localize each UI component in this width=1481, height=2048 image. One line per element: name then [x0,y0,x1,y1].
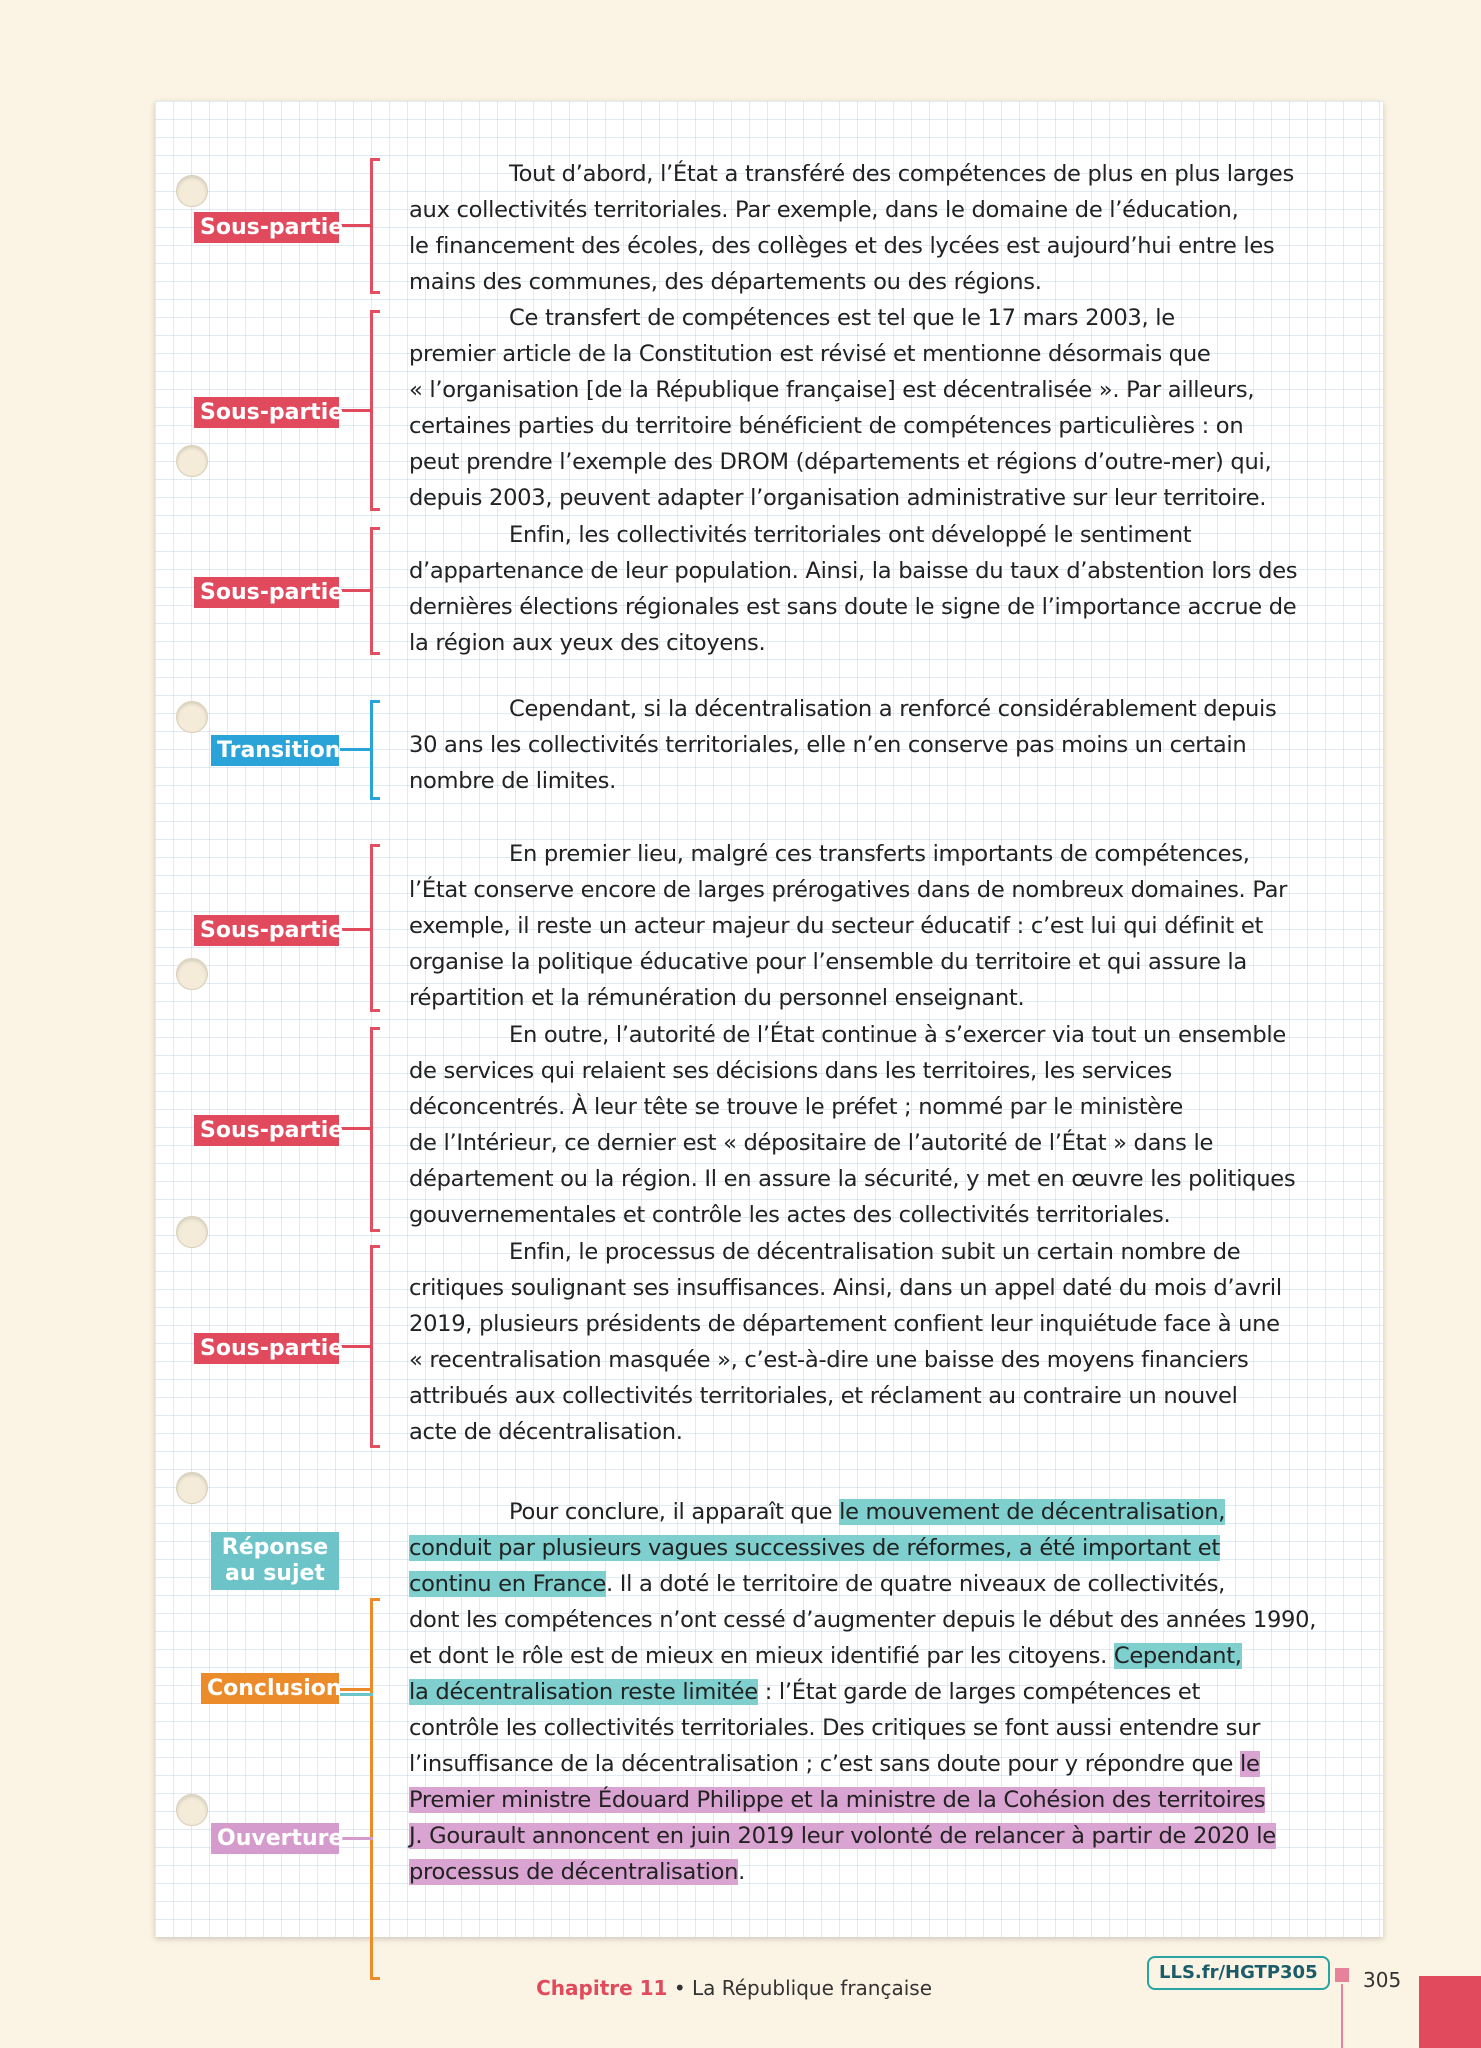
text-line: : l’État garde de larges compétences et [757,1679,1201,1705]
chapter-label: Chapitre 11 [536,1976,668,2000]
label-sous-partie: Sous-partie [194,577,339,608]
text-line: 2019, plusieurs présidents de département confient leur inquiétude face à une [409,1311,1280,1337]
text-line: . Il a doté le territoire de quatre niveaux de collectivités, [605,1571,1225,1597]
highlight-limite: la décentralisation reste limitée [409,1679,758,1705]
text-line: nombre de limites. [409,768,616,794]
text-line: exemple, il reste un acteur majeur du secteur éducatif : c’est lui qui définit et [409,913,1264,939]
bracket-connector [340,928,373,931]
text-line: dont les compétences n’ont cessé d’augmenter depuis le début des années 1990, [409,1607,1317,1633]
text-line: aux collectivités territoriales. Par exemple, dans le domaine de l’éducation, [409,197,1239,223]
text-line: le financement des écoles, des collèges et des lycées est aujourd’hui entre les [409,233,1275,259]
text-line: En outre, l’autorité de l’État continue à s’exercer via tout un ensemble [509,1022,1286,1048]
label-ouverture: Ouverture [211,1823,339,1854]
text-line: Tout d’abord, l’État a transféré des compétences de plus en plus larges [509,161,1294,187]
text-line: Enfin, les collectivités territoriales ont développé le sentiment [509,522,1192,548]
text-line: dernières élections régionales est sans doute le signe de l’importance accrue de [409,594,1297,620]
label-sous-partie: Sous-partie [194,397,339,428]
bracket-connector [340,1345,373,1348]
bracket-connector [340,1693,373,1696]
lls-link[interactable]: LLS.fr/HGTP305 [1147,1956,1330,1990]
footer-separator: • [667,1976,692,2000]
paragraph-sous-partie-5 [409,1017,1481,1233]
label-sous-partie: Sous-partie [194,1333,339,1364]
chapter-tab [1419,1976,1481,2048]
text-line: organise la politique éducative pour l’ensemble du territoire et qui assure la [409,949,1247,975]
footer-marker [1335,1968,1349,1982]
text-line: contrôle les collectivités territoriales. Des critiques se font aussi entendre sur [409,1715,1261,1741]
page-number: 305 [1363,1968,1402,1992]
notebook-sheet [155,101,1383,1937]
paragraph-sous-partie-6 [409,1234,1481,1450]
text-line: et dont le rôle est de mieux en mieux identifié par les citoyens. [409,1643,1114,1669]
text-line: critiques soulignant ses insuffisances. Ainsi, dans un appel daté du mois d’avril [409,1275,1282,1301]
text-line: attribués aux collectivités territoriales, et réclament au contraire un nouvel [409,1383,1238,1409]
bracket-connector [340,589,373,592]
text-line: Cependant, si la décentralisation a renforcé considérablement depuis [509,696,1277,722]
text-line: Enfin, le processus de décentralisation subit un certain nombre de [509,1239,1241,1265]
text-line: premier article de la Constitution est révisé et mentionne désormais que [409,341,1211,367]
highlight-reponse: conduit par plusieurs vagues successives de réformes, a été important et [409,1535,1220,1561]
text-line: la région aux yeux des citoyens. [409,630,766,656]
highlight-reponse: le mouvement de décentralisation, [839,1499,1226,1525]
text-line: mains des communes, des départements ou des régions. [409,269,1042,295]
label-transition: Transition [211,735,339,766]
paragraph-sous-partie-2 [409,300,1481,516]
label-reponse-au-sujet: Réponse au sujet [211,1532,339,1590]
binder-hole [176,1472,208,1504]
paragraph-conclusion [409,1494,1481,1890]
bracket-connector [340,1688,373,1691]
label-sous-partie: Sous-partie [194,915,339,946]
highlight-ouverture: processus de décentralisation [409,1859,739,1885]
bracket-connector [340,224,373,227]
bracket-connector [340,748,373,751]
paragraph-sous-partie-1 [409,156,1481,300]
text-line: déconcentrés. À leur tête se trouve le préfet ; nommé par le ministère [409,1094,1183,1120]
highlight-ouverture: le [1239,1751,1260,1777]
bracket-connector [340,1127,373,1130]
highlight-limite: Cependant, [1113,1643,1242,1669]
text-line: Ce transfert de compétences est tel que le 17 mars 2003, le [509,305,1175,331]
label-sous-partie: Sous-partie [194,1115,339,1146]
text-line: répartition et la rémunération du personnel enseignant. [409,985,1025,1011]
highlight-ouverture: Premier ministre Édouard Philippe et la ministre de la Cohésion des territoires [409,1787,1266,1813]
conclusion-bracket [370,1598,380,1980]
text-line: département ou la région. Il en assure la sécurité, y met en œuvre les politiques [409,1166,1296,1192]
text-line: d’appartenance de leur population. Ainsi, la baisse du taux d’abstention lors des [409,558,1298,584]
label-sous-partie: Sous-partie [194,212,339,243]
paragraph-sous-partie-4 [409,836,1481,1016]
text-line: peut prendre l’exemple des DROM (départements et régions d’outre-mer) qui, [409,449,1272,475]
text-line: gouvernementales et contrôle les actes des collectivités territoriales. [409,1202,1171,1228]
text-line: de l’Intérieur, ce dernier est « dépositaire de l’autorité de l’État » dans le [409,1130,1214,1156]
text-line: En premier lieu, malgré ces transferts importants de compétences, [509,841,1250,867]
highlight-ouverture: J. Gourault annoncent en juin 2019 leur volonté de relancer à partir de 2020 le [409,1823,1276,1849]
text-line: . [738,1859,746,1885]
text-line: depuis 2003, peuvent adapter l’organisation administrative sur leur territoire. [409,485,1267,511]
paragraph-transition [409,691,1481,799]
bracket-connector [340,1837,373,1840]
footer-divider [1341,1984,1343,2048]
text-line: Pour conclure, il apparaît que [509,1499,840,1525]
bracket-connector [340,409,373,412]
text-line: acte de décentralisation. [409,1419,683,1445]
text-line: certaines parties du territoire bénéficient de compétences particulières : on [409,413,1244,439]
text-line: l’État conserve encore de larges prérogatives dans de nombreux domaines. Par [409,877,1288,903]
binder-hole [176,1794,208,1826]
label-conclusion: Conclusion [201,1673,339,1704]
paragraph-sous-partie-3 [409,517,1481,661]
footer-chapter [536,1976,932,2000]
highlight-reponse: continu en France [409,1571,606,1597]
chapter-title: La République française [692,1976,932,2000]
text-line: de services qui relaient ses décisions dans les territoires, les services [409,1058,1173,1084]
text-line: « l’organisation [de la République française] est décentralisée ». Par ailleurs, [409,377,1255,403]
text-line: « recentralisation masquée », c’est-à-dire une baisse des moyens financiers [409,1347,1249,1373]
text-line: 30 ans les collectivités territoriales, elle n’en conserve pas moins un certain [409,732,1247,758]
text-line: l’insuffisance de la décentralisation ; c’est sans doute pour y répondre que [409,1751,1240,1777]
